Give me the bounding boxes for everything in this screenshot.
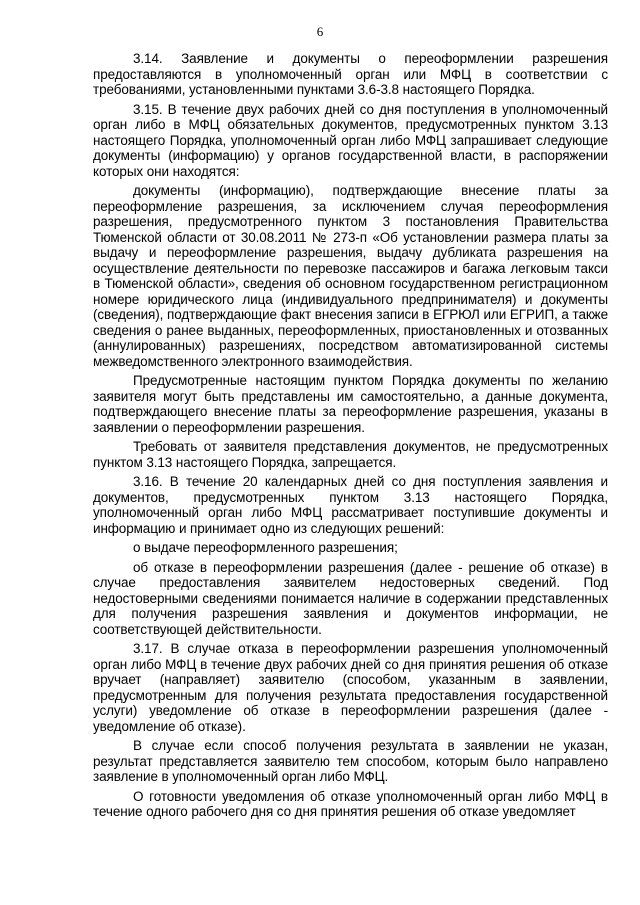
paragraph-3-14: 3.14. Заявление и документы о переоформлении разрешения предоставляются в уполномоченный орган или МФЦ в соответствии с требованиями, установленными пунктами 3.6-3.8 настоящего Порядка. (93, 51, 608, 97)
document-body (93, 51, 608, 824)
page-number: 6 (316, 24, 324, 39)
paragraph-readiness-notice: О готовности уведомления об отказе уполномоченный орган либо МФЦ в течение одного рабочего дня со дня принятия решения об отказе уведомляет (93, 788, 608, 819)
paragraph-3-16: 3.16. В течение 20 календарных дней со дня поступления заявления и документов, предусмотренных пунктом 3.13 настоящего Порядка, уполномоченный орган либо МФЦ рассматривает поступившие документы и информацию и принимает одно из следующих решений: (93, 474, 608, 536)
paragraph-decision-issue: о выдаче переоформленного разрешения; (133, 540, 398, 555)
paragraph-documents-list: документы (информацию), подтверждающие внесение платы за переоформление разрешения, за исключением случая переоформления разрешения, предусмотренного пунктом 3 постановления Правительства Тюменской области от 30.08.2011 № 273-п «Об установлении размера платы за выдачу и переоформление разрешения, выдачу дубликата разрешения на осуществление деятельности по перевозке пассажиров и багажа легковым такси в Тюменской области», сведения об основном государственном регистрационном номере юридического лица (индивидуального предпринимателя) и документы (сведения), подтверждающие факт внесения записи в ЕГРЮЛ или ЕГРИП, а также сведения о ранее выданных, переоформленных, приостановленных и отозванных (аннулированных) разрешениях, посредством автоматизированной системы межведомственного электронного взаимодействия. (93, 183, 608, 369)
paragraph-delivery-method: В случае если способ получения результата в заявлении не указан, результат представляется заявителю тем способом, которым было направлено заявление в уполномоченный орган либо МФЦ. (93, 738, 608, 784)
paragraph-prohibition: Требовать от заявителя представления документов, не предусмотренных пунктом 3.13 настоящего Порядка, запрещается. (93, 439, 608, 470)
paragraph-3-17: 3.17. В случае отказа в переоформлении разрешения уполномоченный орган либо МФЦ в течение двух рабочих дней со дня принятия решения об отказе вручает (направляет) заявителю (способом, указанным в заявлении, предусмотренным для получения результата предоставления государственной услуги) уведомление об отказе в переоформлении разрешения (далее - уведомление об отказе). (93, 641, 608, 734)
paragraph-3-15: 3.15. В течение двух рабочих дней со дня поступления в уполномоченный орган либо в МФЦ обязательных документов, предусмотренных пунктом 3.13 настоящего Порядка, уполномоченный орган либо МФЦ запрашивает следующие документы (информацию) у органов государственной власти, в распоряжении которых они находятся: (93, 101, 608, 179)
paragraph-decision-refusal: об отказе в переоформлении разрешения (далее - решение об отказе) в случае предоставления заявителем недостоверных сведений. Под недостоверными сведениями понимается наличие в содержании представленных для получения разрешения заявления и документов информации, не соответствующей действительности. (93, 559, 608, 637)
paragraph-optional-documents: Предусмотренные настоящим пунктом Порядка документы по желанию заявителя могут быть представлены им самостоятельно, а данные документа, подтверждающего внесение платы за переоформление разрешения, указаны в заявлении о переоформлении разрешения. (93, 373, 608, 435)
